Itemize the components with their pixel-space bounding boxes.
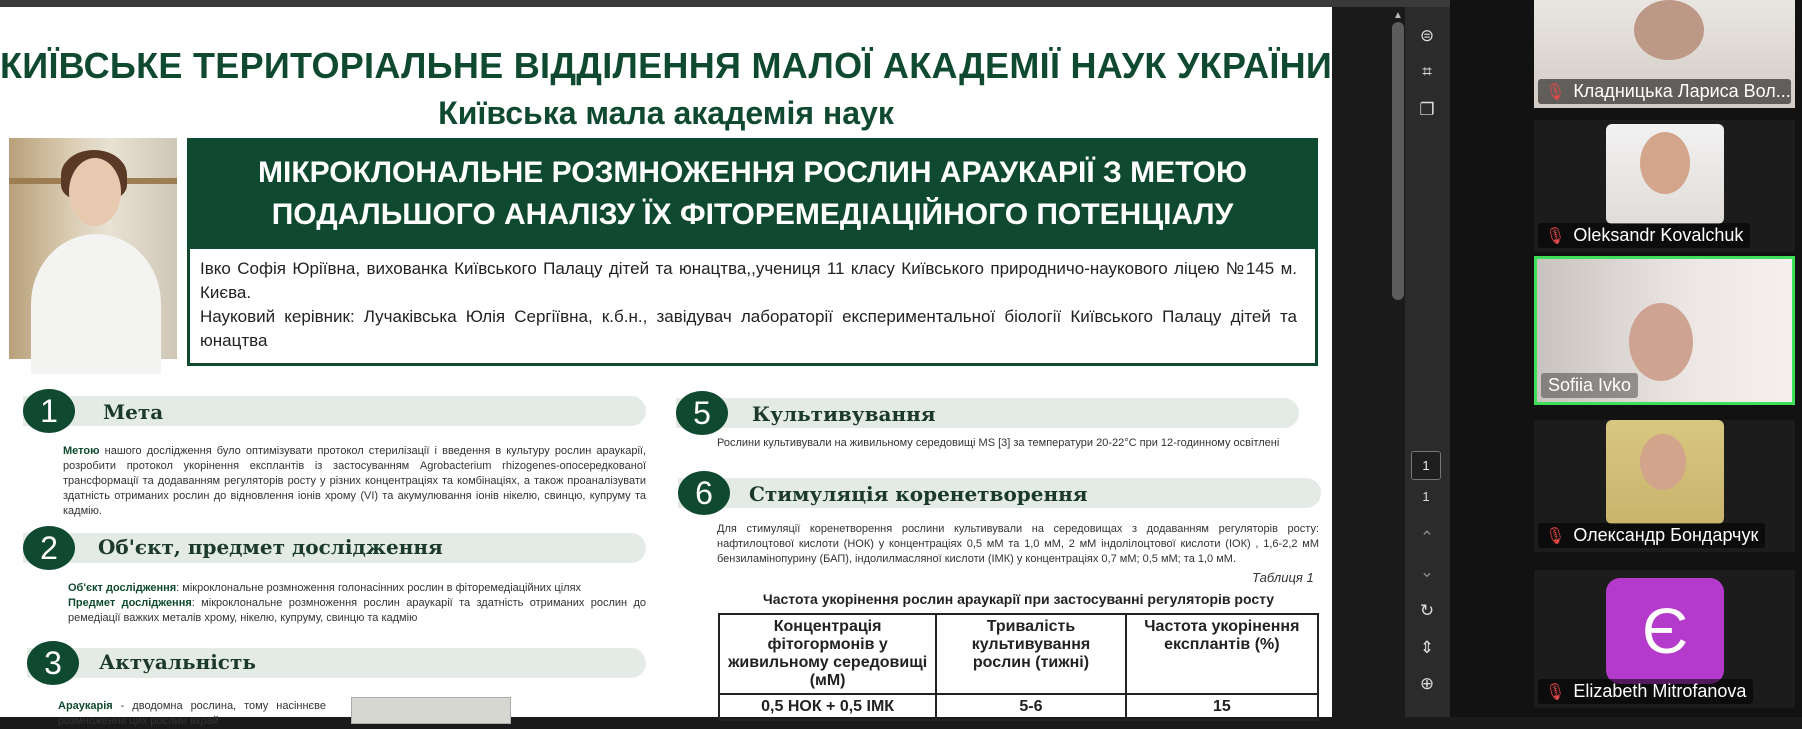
fit-page-icon[interactable]: ⇕ [1419,638,1435,657]
page-number-input[interactable]: 1 [1411,451,1441,480]
shared-document [0,7,1333,727]
author-text: Івко Софія Юріївна, вихованка Київського Палацу дітей та юнацтва,,учениця 11 класу Київського природничо-наукового ліцею №145 м. Києва. [200,259,1297,302]
section-text-1: нашого дослідження було оптимізувати протокол стерилізації і введення в культуру рослин араукарії, розробити протокол укорінення експлантів із застосуванням Agrobacterium rhizogenes-опосередкованої трансформації та додаванням регуляторів росту у різних концентраціях та комбінаціях, а також проаналізувати здатність отриманих рослин до відновлення іонів хрому (VI) та акумулювання іонів нікелю, свинцю, купруму та кадмію. [63,445,646,517]
scrollbar-thumb[interactable] [1392,22,1404,300]
mic-muted-icon: 🎙︎ [1545,684,1566,701]
document-subheader: Київська мала академія наук [438,95,894,131]
section-number-1: 1 [23,389,75,433]
section-lead-1: Метою [63,445,100,457]
author-photo [9,138,177,359]
document-header: КИЇВСЬКЕ ТЕРИТОРІАЛЬНЕ ВІДДІЛЕННЯ МАЛОЇ АКАДЕМІЇ НАУК УКРАЇНИ [0,45,1333,86]
section-body-3 [58,699,326,729]
table-cell: 5-6 [936,694,1126,720]
subject-lead: Предмет дослідження [68,597,192,609]
poster-title-line1: МІКРОКЛОНАЛЬНЕ РОЗМНОЖЕННЯ РОСЛИН АРАУКАРІЇ З МЕТОЮ [258,156,1247,189]
table-title: Частота укорінення рослин араукарії при застосуванні регуляторів росту [762,591,1275,607]
participant-avatar: Є [1606,578,1724,684]
chevron-up-icon[interactable]: ⌃ [1419,528,1435,547]
section-text-3: - дводомна рослина, тому насіннєве розмноження цих рослин вкрай [58,700,326,727]
participant-name: 🎙︎ Oleksandr Kovalchuk [1538,223,1750,248]
section-title-1: Мета [103,400,164,424]
copy-icon[interactable]: ❐ [1419,100,1435,119]
scroll-up-icon[interactable]: ▲ [1393,10,1403,21]
participant-tile[interactable] [1534,120,1795,252]
chevron-down-icon[interactable]: ⌄ [1419,562,1435,581]
section-title-5: Культивування [752,402,936,426]
section-lead-3: Араукарія [58,700,113,712]
participant-tile[interactable] [1534,570,1795,708]
rooting-table [718,613,1319,721]
bookmark-list-icon[interactable]: ⌗ [1422,62,1432,81]
page-count: 1 [1422,489,1430,504]
subject-text: : мікроклональне розмноження рослин араукарії та здатність отриманих рослин до ремедіації важких металів хрому, нікелю, купруму, свинцю та кадмію [68,597,646,624]
araucaria-figure [351,697,511,724]
supervisor-text: Науковий керівник: Лучаківська Юлія Сергіївна, к.б.н., завідувач лабораторії експериментальної біології Київського Палацу дітей та юнацтва [200,307,1297,350]
document-scrollbar[interactable] [1391,10,1405,710]
section-number-3: 3 [27,641,79,685]
table-cell: 0,5 НОК + 0,5 ІМК [719,694,936,720]
table-row [719,694,1318,720]
participant-face [1629,303,1693,381]
section-number-6: 6 [678,471,730,515]
section-number-5: 5 [676,391,728,435]
table-header-cell: Тривалість культивування рослин (тижні) [936,614,1126,694]
table-header-cell: Частота укорінення експлантів (%) [1126,614,1318,694]
section-title-6: Стимуляція коренетворення [749,482,1088,506]
section-body-5: Рослини культивували на живильному середовищі MS [3] за температури 20-22°C при 12-годинному освітлені [717,437,1280,449]
object-lead: Об'єкт дослідження [68,582,177,594]
participant-tile[interactable] [1534,420,1795,552]
rotate-icon[interactable]: ↻ [1419,601,1435,620]
participant-face [1640,434,1686,490]
mic-muted-icon: 🎙︎ [1545,528,1566,545]
participant-tile-active-speaker[interactable] [1534,256,1795,405]
zoom-in-icon[interactable]: ⊕ [1419,674,1435,693]
poster-title-line2: ПОДАЛЬШОГО АНАЛІЗУ ЇХ ФІТОРЕМЕДІАЦІЙНОГО ПОТЕНЦІАЛУ [271,198,1234,231]
participant-name: 🎙︎ Elizabeth Mitrofanova [1538,679,1753,704]
participant-tile[interactable] [1534,0,1795,108]
table-caption: Таблиця 1 [1252,570,1314,585]
viewer-toolbar [1405,7,1450,717]
participant-name: Sofiia Ivko [1541,373,1638,398]
section-title-2: Об'єкт, предмет дослідження [98,535,443,559]
panel-divider [1450,0,1534,717]
participant-name: 🎙︎ Олександр Бондарчук [1538,523,1765,548]
mic-muted-icon: 🎙︎ [1545,228,1566,245]
participant-face [1640,132,1690,194]
participants-panel [1534,0,1802,717]
table-header-cell: Концентрація фітогормонів у живильному середовищі (мМ) [719,614,936,694]
annotate-icon[interactable]: ⊜ [1419,26,1435,45]
poster-title [187,138,1318,249]
mic-muted-icon: 🎙︎ [1545,84,1566,101]
section-number-2: 2 [23,526,75,570]
author-info [187,249,1318,366]
object-text: : мікроклональне розмноження голонасінних рослин в фіторемедіаційних цілях [176,582,582,594]
section-body-2 [68,581,646,626]
participant-face [1634,0,1704,60]
section-body-1 [63,444,646,519]
participant-name: 🎙︎ Кладницька Лариса Вол... [1538,79,1791,104]
section-body-6: Для стимуляції коренетворення рослини культивували на середовищах з додаванням регуляторів росту: нафтилоцтової кислоти (НОК) у концентраціях 0,5 мМ та 1,0 мМ, 2 мМ індолілоцтової кислоти (ІОК) , 1,6-2,2 мМ бензиламінопурину (БАП), індолилмасляної кислоти (ІМК) у концентраціях 0,7 мМ; 0,5 мМ; та 1,0 мМ. [717,523,1319,565]
table-cell: 15 [1126,694,1318,720]
section-title-3: Актуальність [99,650,256,674]
